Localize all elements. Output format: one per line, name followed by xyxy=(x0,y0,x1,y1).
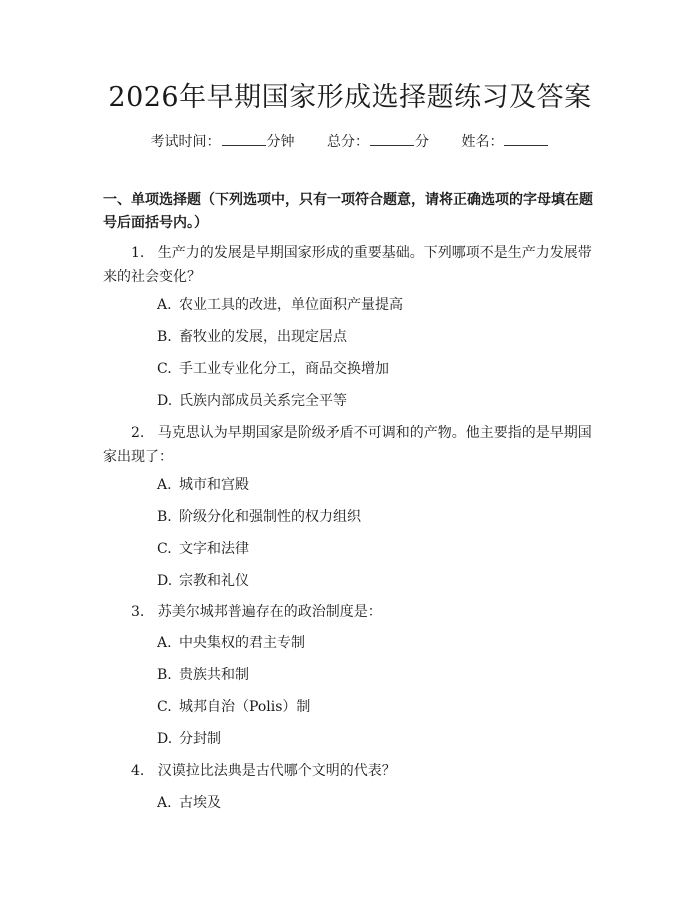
option-1a xyxy=(157,295,403,315)
option-letter: A. xyxy=(157,477,172,493)
option-letter: A. xyxy=(157,635,172,651)
option-letter: B. xyxy=(157,667,172,683)
option-letter: C. xyxy=(157,699,172,715)
option-1d xyxy=(157,391,347,411)
option-letter: A. xyxy=(157,297,172,313)
student-name-field xyxy=(461,131,549,152)
question-number: 2. xyxy=(131,425,145,441)
option-text: 古埃及 xyxy=(179,795,221,811)
option-1c xyxy=(157,359,389,379)
question-1 xyxy=(103,241,597,289)
total-score-unit: 分 xyxy=(415,134,429,150)
exam-time-unit: 分钟 xyxy=(266,134,295,150)
option-text: 手工业专业化分工，商品交换增加 xyxy=(179,361,389,377)
document-title: 2026年早期国家形成选择题练习及答案 xyxy=(108,82,592,113)
total-score-blank xyxy=(370,131,414,146)
question-number: 4. xyxy=(131,763,145,779)
question-number: 1. xyxy=(131,245,145,261)
total-score-label: 总分： xyxy=(327,134,369,150)
option-letter: A. xyxy=(157,795,172,811)
option-text: 农业工具的改进，单位面积产量提高 xyxy=(179,297,403,313)
option-1b xyxy=(157,327,347,347)
option-4a xyxy=(157,793,221,813)
section-heading: 一、单项选择题（下列选项中，只有一项符合题意，请将正确选项的字母填在题号后面括号内。） xyxy=(103,192,593,231)
option-letter: C. xyxy=(157,361,172,377)
question-number: 3. xyxy=(131,604,145,620)
exam-info-line xyxy=(0,131,700,152)
option-2a xyxy=(157,475,249,495)
question-text: 生产力的发展是早期国家形成的重要基础。下列哪项不是生产力发展带来的社会变化？ xyxy=(103,245,592,285)
question-text: 汉谟拉比法典是古代哪个文明的代表？ xyxy=(157,763,396,779)
exam-time-label: 考试时间： xyxy=(150,134,221,150)
option-3b xyxy=(157,665,249,685)
option-letter: D. xyxy=(157,731,173,747)
option-2c xyxy=(157,539,249,559)
option-text: 宗教和礼仪 xyxy=(179,573,249,589)
question-3 xyxy=(103,600,597,624)
question-text: 马克思认为早期国家是阶级矛盾不可调和的产物。他主要指的是早期国家出现了： xyxy=(103,425,592,465)
total-score-field xyxy=(327,131,429,152)
option-3d xyxy=(157,729,221,749)
question-2 xyxy=(103,421,597,469)
option-text: 城邦自治（Polis）制 xyxy=(179,699,311,715)
option-2d xyxy=(157,571,249,591)
option-text: 阶级分化和强制性的权力组织 xyxy=(179,509,361,525)
student-name-blank xyxy=(504,131,548,146)
option-text: 畜牧业的发展，出现定居点 xyxy=(179,329,347,345)
option-letter: C. xyxy=(157,541,172,557)
option-letter: B. xyxy=(157,329,172,345)
option-3a xyxy=(157,633,305,653)
option-3c xyxy=(157,697,310,717)
option-text: 城市和宫殿 xyxy=(179,477,249,493)
option-letter: D. xyxy=(157,393,173,409)
option-text: 中央集权的君主专制 xyxy=(179,635,305,651)
option-2b xyxy=(157,507,361,527)
option-letter: D. xyxy=(157,573,173,589)
option-text: 氏族内部成员关系完全平等 xyxy=(179,393,347,409)
option-text: 分封制 xyxy=(179,731,221,747)
question-text: 苏美尔城邦普遍存在的政治制度是： xyxy=(157,604,382,620)
option-text: 文字和法律 xyxy=(179,541,249,557)
option-letter: B. xyxy=(157,509,172,525)
exam-time-blank xyxy=(222,131,266,146)
option-text: 贵族共和制 xyxy=(179,667,249,683)
exam-time-field xyxy=(151,131,295,152)
student-name-label: 姓名： xyxy=(461,134,504,150)
question-4 xyxy=(103,759,597,783)
